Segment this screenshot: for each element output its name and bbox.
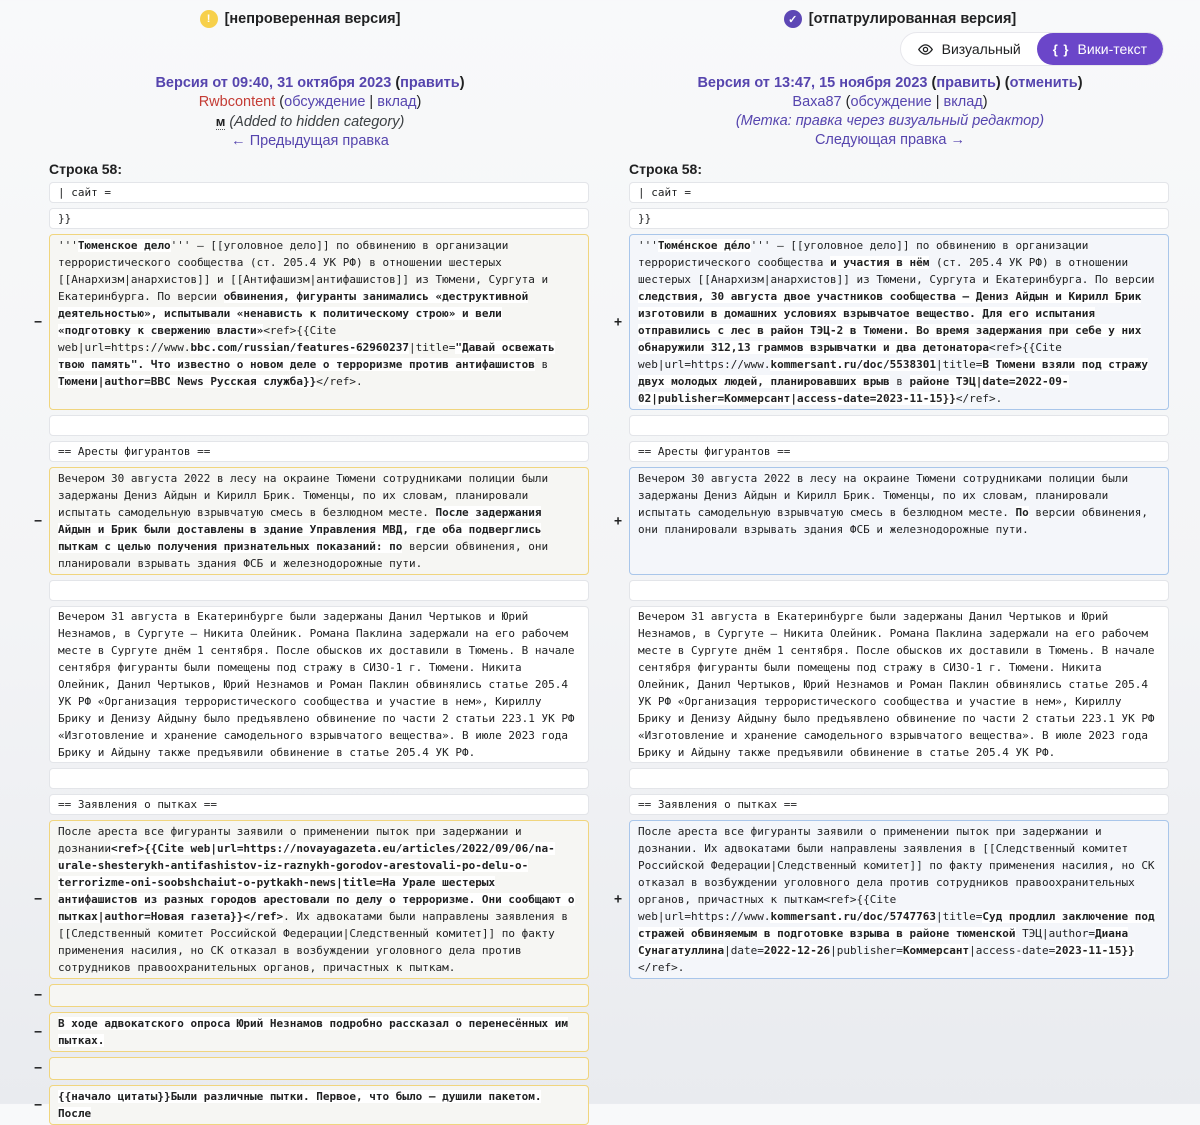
- text-run: (: [1004, 75, 1010, 91]
- text-run: ): [416, 94, 422, 110]
- marker-spacer: [31, 606, 45, 763]
- deleted-marker: −: [34, 892, 42, 907]
- text-run: |access-date=: [969, 944, 1056, 957]
- text-run: |title=: [936, 358, 983, 371]
- text-run: Тюменское дело: [77, 239, 171, 252]
- previous-edit-nav: [31, 132, 589, 151]
- text-run: 2023-11-15}}: [1055, 944, 1135, 957]
- empty-cell: [629, 1085, 1169, 1125]
- line-label-right: Строка 58:: [629, 161, 702, 177]
- text-run: [638, 772, 645, 785]
- marker-spacer: [611, 1057, 625, 1080]
- text-run: bbc.com/russian/features-62960237: [190, 341, 409, 354]
- empty-cell: [629, 1057, 1169, 1080]
- next-edit-link[interactable]: Следующая правка →: [814, 132, 966, 148]
- deleted-marker: −: [34, 314, 42, 330]
- text-run: (: [395, 75, 401, 91]
- diff-cell-left: [31, 208, 589, 229]
- diff-text-context[interactable]: [49, 794, 589, 815]
- diff-cell-left: [31, 820, 589, 979]
- text-run: обвинения, фигуранты занимались «деструктивной деятельностью», испытывали «ненависть к политическому строю» и вели «подготовку к свержению власти»: [58, 290, 529, 337]
- diff-cell-right: [611, 1085, 1169, 1125]
- text-run: Вечером 31 августа в Екатеринбурге были задержаны Данил Чертыков и Юрий Незнамов, в Сургуте — Никита Олейник. Романа Паклина задержали на его рабочем месте в Сургуте днём 1 сентября. После обысков их доставили в Тюмень. В начале сентября фигуранты были помещены под стражу в СИЗО-1 г. Тюмени. Никита Олейник, Данил Чертыков, Юрий Незнамов и Роман Паклин обвинялись статье 205.4 УК РФ «Организация террористического сообщества и участие в нем», Кириллу Брику и Денизу Айдыну было предъявлено обвинение по части 2 статьи 223.1 УК РФ «Изготовление и хранение самодельного взрывчатого вещества». В июле 2023 года Брику и Айдыну также предъявили обвинение в статье 205.4 УК РФ.: [638, 610, 1155, 759]
- text-run: В ходе адвокатского опроса Юрий Незнамов подробно рассказал о перенесённых им пытках.: [58, 1017, 568, 1047]
- text-run: </ref>.: [955, 392, 1003, 405]
- marker-spacer: [31, 208, 45, 229]
- diff-row: [31, 415, 1169, 436]
- minor-edit-flag: м: [215, 114, 226, 129]
- marker-spacer: [611, 441, 625, 462]
- diff-cell-right: [611, 606, 1169, 763]
- text-run: Вечером 30 августа 2022 в лесу на окраине Тюмени сотрудниками полиции были задержаны Дениз Айдын и Кирилл Брик. Тюменцы, по их словам, планировали испытать самодельную взрывчатую смесь в безлюдном месте.: [58, 472, 549, 519]
- unreviewed-version-label: [непроверенная версия]: [224, 11, 401, 27]
- edit-tag[interactable]: (Метка: правка через визуальный редактор): [735, 113, 1045, 129]
- revision-link[interactable]: Версия от 13:47, 15 ноября 2023: [697, 75, 932, 91]
- new-revision-user: [611, 93, 1169, 112]
- text-run: <ref>{{Cite web|url=https://novayagazeta.eu/articles/2022/09/06/na-urale-shesterykh-antifashistov-iz-raznykh-gorodov-arestovali-po-delu-o-terrorizme-oni-soobshchaiut-o-pytkakh-news|title=На Урале шестерых антифашистов из разных городов арестовали по делу о терроризме. Они сообщают о пытках|author=Новая газета}}</ref>: [58, 842, 575, 923]
- text-run: следствия, 30 августа двое участников сообщества — Дениз Айдын и Кирилл Брик изготовили в домашних условиях взрывчатое вещество. Для его испытания отправились с лес в район ТЭЦ-2 в Тюмени. Во время задержания при себе у них обнаружили 312,13 граммов взрывчатки и два детонатора: [638, 290, 1142, 354]
- text-run: == Заявления о пытках ==: [58, 798, 217, 811]
- text-run: По: [1015, 506, 1029, 519]
- text-run: ''' — [[уголовное дело]] по обвинению в организации террористического сообщества: [638, 239, 1089, 269]
- new-revision-tag: [611, 112, 1169, 131]
- visual-mode-label: Визуальный: [941, 41, 1021, 57]
- diff-cell-left: [31, 1085, 589, 1125]
- diff-text-context[interactable]: [49, 415, 589, 436]
- marker-spacer: [611, 1012, 625, 1052]
- diff-text-context[interactable]: [49, 182, 589, 203]
- diff-cell-right: [611, 208, 1169, 229]
- diff-cell-left: [31, 794, 589, 815]
- diff-row: [31, 768, 1169, 789]
- text-run: версии обвинения, они планировали взрывать здания ФСБ и железнодорожные пути.: [638, 506, 1148, 536]
- status-right: [600, 10, 1200, 28]
- diff-cell-left: [31, 580, 589, 601]
- text-run: [58, 419, 65, 432]
- diff-text-context[interactable]: [49, 441, 589, 462]
- diff-cell-left: [31, 1012, 589, 1052]
- text-run: (: [931, 75, 937, 91]
- diff-cell-right: [611, 182, 1169, 203]
- text-run: в: [534, 358, 549, 371]
- diff-row: [31, 208, 1169, 229]
- deleted-marker: −: [34, 1097, 42, 1113]
- diff-text-context[interactable]: [49, 208, 589, 229]
- diff-row: [31, 1057, 1169, 1080]
- text-run: == Аресты фигурантов ==: [58, 445, 211, 458]
- text-run: |: [365, 94, 378, 110]
- text-run: Тюме́нское де́ло: [657, 239, 751, 252]
- diff-text-context[interactable]: [49, 580, 589, 601]
- diff-cell-right: [611, 768, 1169, 789]
- user-link[interactable]: Baxa87: [792, 94, 842, 110]
- editor-mode-toggle: [900, 32, 1164, 66]
- diff-cell-left: [31, 984, 589, 1007]
- new-revision-title: [611, 74, 1169, 93]
- diff-cell-right: [611, 415, 1169, 436]
- diff-text-context[interactable]: [629, 208, 1169, 229]
- text-run: |date=: [724, 944, 764, 957]
- text-run: </ref>.: [316, 375, 363, 388]
- deleted-marker: −: [34, 1061, 42, 1076]
- line-number-labels: [0, 151, 1200, 182]
- diff-cell-left: [31, 234, 589, 410]
- diff-text-added[interactable]: [629, 234, 1169, 410]
- diff-cell-left: [31, 467, 589, 575]
- text-run: <ref>{{Cite web|url=https://www.: [58, 324, 337, 354]
- marker-spacer: [31, 182, 45, 203]
- text-run: }}: [638, 212, 652, 225]
- diff-text-deleted[interactable]: [49, 820, 589, 979]
- diff-cell-right: [611, 441, 1169, 462]
- deleted-marker: −: [34, 513, 42, 529]
- text-run: <ref>{{Cite web|url=https://www.: [638, 893, 897, 923]
- marker-spacer: [31, 415, 45, 436]
- text-run: kommersant.ru/doc/5747763: [770, 910, 937, 923]
- marker-spacer: [611, 415, 625, 436]
- diff-text-context[interactable]: [629, 768, 1169, 789]
- old-revision-summary: [31, 112, 589, 132]
- text-run: в: [889, 375, 910, 388]
- diff-cell-right: [611, 1012, 1169, 1052]
- text-run: ): [1077, 75, 1083, 91]
- text-run: После задержания Айдын и Брик были доставлены в здание Управления МВД, где оба подверглись пыткам с целью получения признательных показаний: по: [58, 506, 542, 553]
- user-link[interactable]: Rwbcontent: [198, 94, 276, 110]
- diff-cell-right: [611, 234, 1169, 410]
- text-run: ''': [638, 239, 658, 252]
- diff-row: [31, 820, 1169, 979]
- braces-icon: { }: [1052, 41, 1070, 57]
- diff-cell-left: [31, 1057, 589, 1080]
- empty-cell: [629, 984, 1169, 1007]
- deleted-marker: −: [34, 988, 42, 1003]
- diff-text-context[interactable]: [629, 794, 1169, 815]
- diff-row: [31, 580, 1169, 601]
- visual-mode-button[interactable]: [901, 33, 1037, 65]
- diff-text-context[interactable]: [629, 415, 1169, 436]
- diff-text-context[interactable]: [629, 182, 1169, 203]
- line-label-left: Строка 58:: [49, 161, 122, 177]
- diff-cell-right: [611, 467, 1169, 575]
- diff-text-deleted[interactable]: [49, 234, 589, 410]
- edit-summary: (Added to hidden category): [225, 114, 405, 130]
- diff-text-deleted[interactable]: [49, 984, 589, 1007]
- deleted-marker: −: [34, 1024, 42, 1040]
- text-run: ): [459, 75, 465, 91]
- diff-row: [31, 606, 1169, 763]
- marker-spacer: [611, 606, 625, 763]
- text-run: районе ТЭЦ|date=2022-09-02|publisher=Коммерсант|access-date=2023-11-15}}: [638, 375, 1069, 405]
- previous-edit-link[interactable]: ← Предыдущая правка: [231, 133, 389, 149]
- text-run: В Тюмени взяли под стражу двух молодых людей, планировавших врыв: [638, 358, 1148, 388]
- added-marker: +: [614, 892, 622, 907]
- text-run: [638, 584, 645, 597]
- revision-link[interactable]: Версия от 09:40, 31 октября 2023: [155, 75, 396, 91]
- marker-spacer: [611, 768, 625, 789]
- edit-link[interactable]: править: [400, 75, 460, 91]
- text-run: | сайт =: [638, 186, 691, 199]
- new-revision-header: [611, 74, 1169, 151]
- text-run: (: [275, 94, 285, 110]
- diff-text-added[interactable]: [629, 820, 1169, 979]
- text-run: {{начало цитаты}}Были различные пытки. Первое, что было — душили пакетом. После: [58, 1090, 542, 1120]
- diff-cell-left: [31, 768, 589, 789]
- diff-cell-left: [31, 441, 589, 462]
- marker-spacer: [611, 1085, 625, 1125]
- diff-row: [31, 1012, 1169, 1052]
- text-run: |title=: [936, 910, 983, 923]
- text-run: . Их адвокатами были направлены заявления в [[Следственный комитет Российской Федерации|Следственный комитет]] по факту применения насилия, но СК отказал в возбуждении уголовного дела против сотрудников правоохранительных органов, причастных к пыткам.: [58, 910, 568, 974]
- text-run: Диана Сунагатуллина: [638, 927, 1129, 957]
- diff-cell-right: [611, 984, 1169, 1007]
- text-run: [638, 419, 645, 432]
- text-run: ): [995, 75, 1005, 91]
- talk-link[interactable]: обсуждение: [284, 94, 366, 110]
- contribs-link[interactable]: вклад: [377, 94, 417, 110]
- text-run: == Аресты фигурантов ==: [638, 445, 791, 458]
- diff-rows: [0, 182, 1200, 1125]
- text-run: Вечером 30 августа 2022 в лесу на окраине Тюмени сотрудниками полиции были задержаны Дениз Айдын и Кирилл Брик. Тюменцы, по их словам, планировали испытать самодельную взрывчатую смесь в безлюдном месте.: [638, 472, 1129, 519]
- empty-cell: [629, 1012, 1169, 1052]
- text-run: Суд продлил заключение под стражей обвиняемым в подготовке взрыва в районе тюменской: [638, 910, 1155, 940]
- wikitext-mode-button[interactable]: [1037, 33, 1163, 65]
- text-run: <ref>{{Cite web|url=https://www.: [638, 341, 1062, 371]
- text-run: 2022-12-26: [763, 944, 831, 957]
- text-run: (: [841, 94, 851, 110]
- diff-row: [31, 794, 1169, 815]
- text-run: После ареста все фигуранты заявили о применении пыток при задержании и дознании: [58, 825, 522, 855]
- text-run: | сайт =: [58, 186, 111, 199]
- text-run: == Заявления о пытках ==: [638, 798, 797, 811]
- marker-spacer: [611, 182, 625, 203]
- marker-spacer: [611, 208, 625, 229]
- added-marker: +: [614, 513, 622, 529]
- marker-spacer: [31, 768, 45, 789]
- marker-spacer: [31, 794, 45, 815]
- next-edit-nav: [611, 131, 1169, 150]
- text-run: ''' — [[уголовное дело]] по обвинению в организации террористического сообщества (ст. 205.4 УК РФ) в отношении шестерых [[Анархизм|анархистов]] и [[Антифашизм|антифашистов]] из Тюмени, Сургута и Екатеринбурга. По версии: [58, 239, 549, 303]
- diff-cell-right: [611, 1057, 1169, 1080]
- diff-text-deleted[interactable]: [49, 1085, 589, 1125]
- text-run: </ref>.: [638, 961, 685, 974]
- diff-text-context[interactable]: [49, 606, 589, 763]
- edit-link[interactable]: править: [936, 75, 996, 91]
- status-bar: [0, 0, 1200, 28]
- text-run: версии обвинения, они планировали взрывать здания ФСБ и железнодорожные пути.: [58, 540, 549, 570]
- patrolled-version-label: [отпатрулированная версия]: [808, 11, 1017, 27]
- status-left: [0, 10, 600, 28]
- diff-text-context[interactable]: [629, 441, 1169, 462]
- text-run: Вечером 31 августа в Екатеринбурге были задержаны Данил Чертыков и Юрий Незнамов, в Сургуте — Никита Олейник. Романа Паклина задержали на его рабочем месте в Сургуте днём 1 сентября. После обысков их доставили в Тюмень. В начале сентября фигуранты были помещены под стражу в СИЗО-1 г. Тюмени. Никита Олейник, Данил Чертыков, Юрий Незнамов и Роман Паклин обвинялись статье 205.4 УК РФ «Организация террористического сообщества и участие в нем», Кириллу Брику и Денизу Айдыну было предъявлено обвинение по части 2 статьи 223.1 УК РФ «Изготовление и хранение самодельного взрывчатого вещества». В июле 2023 года Брику и Айдыну также предъявили обвинение в статье 205.4 УК РФ.: [58, 610, 575, 759]
- text-run: Тюмени|author=BBC News Русская служба}}: [58, 375, 317, 388]
- undo-link[interactable]: отменить: [1009, 75, 1078, 91]
- warning-icon: !: [200, 10, 218, 28]
- text-run: }}: [58, 212, 72, 225]
- text-run: [58, 772, 65, 785]
- text-run: После ареста все фигуранты заявили о применении пыток при задержании и дознании. Их адвокатами были направлены заявления в [[Следственный комитет Российской Федерации|Следственный комитет]] по факту применения насилия, но СК отказал в возбуждении уголовного дела против сотрудников правоохранительных органов, причастных к пыткам: [638, 825, 1155, 906]
- revision-headers: [0, 70, 1200, 151]
- marker-spacer: [31, 580, 45, 601]
- text-run: ): [982, 94, 988, 110]
- diff-row: [31, 234, 1169, 410]
- text-run: |title=: [409, 341, 456, 354]
- diff-text-deleted[interactable]: [49, 1057, 589, 1080]
- eye-icon: [917, 41, 934, 58]
- text-run: [58, 1062, 65, 1075]
- added-marker: +: [614, 314, 622, 330]
- old-revision-header: [31, 74, 589, 151]
- text-run: Коммерсант: [902, 944, 970, 957]
- diff-text-deleted[interactable]: [49, 1012, 589, 1052]
- text-run: |: [931, 94, 944, 110]
- text-run: "Давай освежать твою память". Что известно о новом деле о терроризме против антифашистов: [58, 341, 555, 371]
- diff-cell-left: [31, 182, 589, 203]
- check-icon: ✓: [784, 10, 802, 28]
- old-revision-user: [31, 93, 589, 112]
- old-revision-title: [31, 74, 589, 93]
- marker-spacer: [31, 441, 45, 462]
- diff-text-context[interactable]: [49, 768, 589, 789]
- marker-spacer: [611, 580, 625, 601]
- talk-link[interactable]: обсуждение: [850, 94, 932, 110]
- text-run: |publisher=: [830, 944, 903, 957]
- marker-spacer: [611, 794, 625, 815]
- marker-spacer: [611, 984, 625, 1007]
- text-run: kommersant.ru/doc/5538301: [770, 358, 937, 371]
- diff-row: [31, 984, 1169, 1007]
- text-run: и участия в нём: [830, 256, 930, 269]
- text-run: ''': [58, 239, 78, 252]
- diff-cell-right: [611, 794, 1169, 815]
- diff-cell-left: [31, 415, 589, 436]
- diff-text-context[interactable]: [629, 580, 1169, 601]
- wikitext-mode-label: Вики-текст: [1077, 41, 1147, 57]
- diff-cell-right: [611, 580, 1169, 601]
- editor-toolbar: [0, 28, 1200, 70]
- text-run: (ст. 205.4 УК РФ) в отношении шестерых [[Анархизм|анархистов]] из Тюмени, Сургута и Екатеринбурга. По версии: [638, 256, 1155, 286]
- diff-cell-left: [31, 606, 589, 763]
- diff-row: [31, 467, 1169, 575]
- diff-cell-right: [611, 820, 1169, 979]
- diff-row: [31, 1085, 1169, 1125]
- diff-row: [31, 441, 1169, 462]
- text-run: ТЭЦ|author=: [1015, 927, 1095, 940]
- text-run: [58, 989, 65, 1002]
- diff-row: [31, 182, 1169, 203]
- contribs-link[interactable]: вклад: [943, 94, 983, 110]
- diff-text-context[interactable]: [629, 606, 1169, 763]
- diff-text-deleted[interactable]: [49, 467, 589, 575]
- diff-text-added[interactable]: [629, 467, 1169, 575]
- text-run: [58, 584, 65, 597]
